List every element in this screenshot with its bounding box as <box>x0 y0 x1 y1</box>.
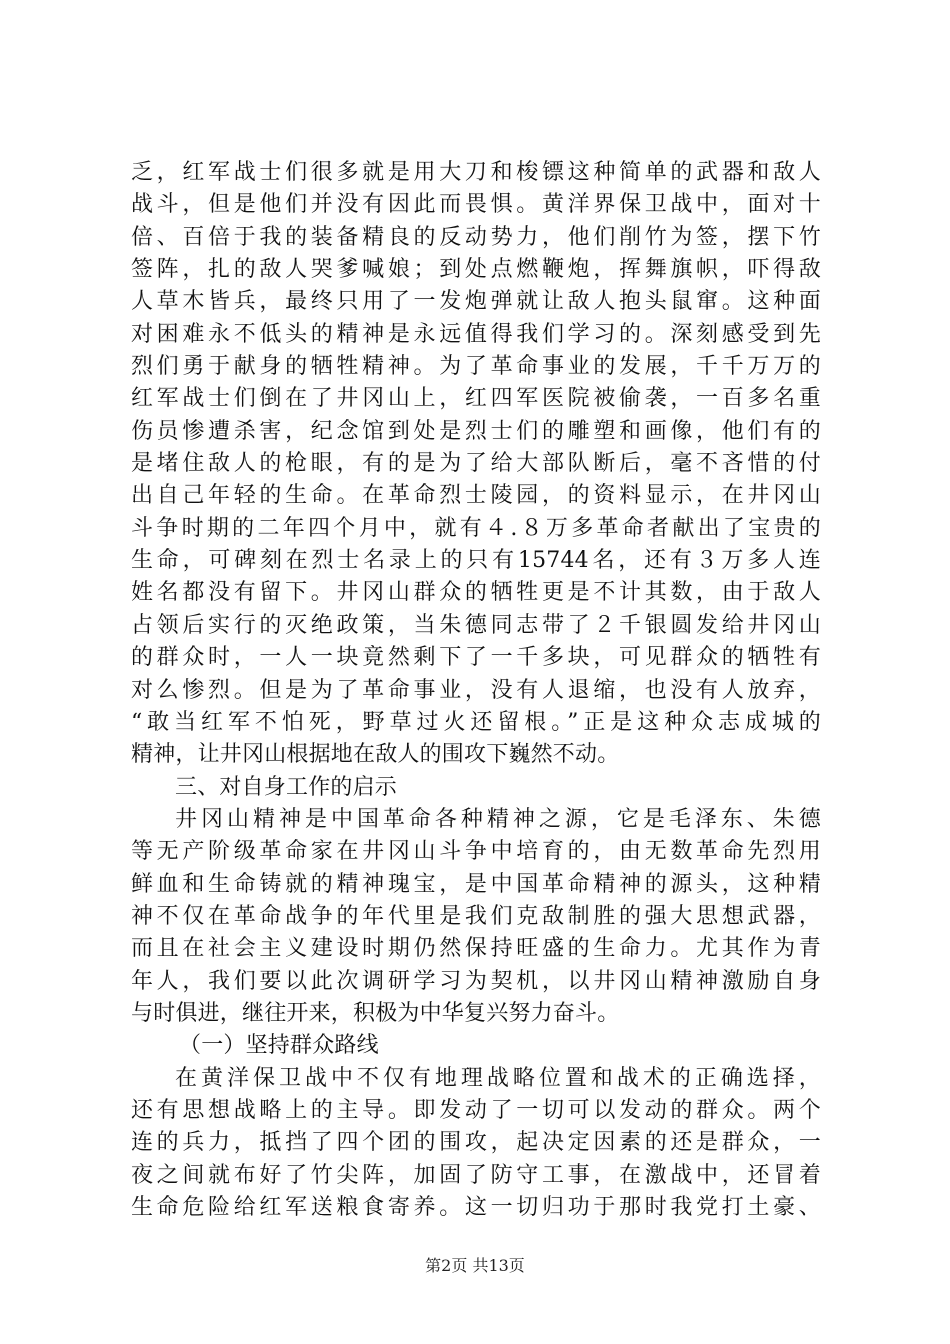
text-line: 鲜血和生命铸就的精神瑰宝，是中国革命精神的源头，这种精 <box>131 871 821 897</box>
text-line: 人草木皆兵，最终只用了一发炮弹就让敌人抱头鼠窜。这种面 <box>131 289 821 315</box>
text-line: 等无产阶级革命家在井冈山斗争中培育的，由无数革命先烈用 <box>131 839 821 865</box>
text-line: 与时俱进，继往开来，积极为中华复兴努力奋斗。 <box>131 1000 620 1026</box>
text-line: 占领后实行的灭绝政策，当朱德同志带了２千银圆发给井冈山 <box>131 612 821 638</box>
text-line: 神不仅在革命战争的年代里是我们克敌制胜的强大思想武器， <box>131 903 821 929</box>
document-body <box>131 157 821 1224</box>
text-line: 连的兵力，抵挡了四个团的围攻，起决定因素的还是群众，一 <box>131 1130 821 1156</box>
text-line: 乏，红军战士们很多就是用大刀和梭镖这种简单的武器和敌人 <box>131 160 821 185</box>
text-line: 烈们勇于献身的牺牲精神。为了革命事业的发展，千千万万的 <box>131 354 821 380</box>
text-line: 伤员惨遭杀害，纪念馆到处是烈士们的雕塑和画像，他们有的 <box>131 418 821 444</box>
text-line: 对么惨烈。但是为了革命事业，没有人退缩，也没有人放弃， <box>131 677 821 703</box>
page-number-label: 第2页 共13页 <box>425 1256 525 1275</box>
text-line: 在黄洋保卫战中不仅有地理战略位置和战术的正确选择， <box>175 1065 821 1091</box>
section-heading: 三、对自身工作的启示 <box>175 774 398 800</box>
subsection-heading: （一）坚持群众路线 <box>179 1033 379 1059</box>
text-line: 出自己年轻的生命。在革命烈士陵园，的资料显示，在井冈山 <box>131 483 821 509</box>
text-line: “敢当红军不怕死，野草过火还留根。”正是这种众志成城的 <box>131 709 821 735</box>
text-line: 战斗，但是他们并没有因此而畏惧。黄洋界保卫战中，面对十 <box>131 192 821 218</box>
text-line: 签阵，扎的敌人哭爹喊娘；到处点燃鞭炮，挥舞旗帜，吓得敌 <box>131 257 821 283</box>
text-line: 生命，可碑刻在烈士名录上的只有15744名，还有３万多人连 <box>131 548 821 574</box>
text-line: 姓名都没有留下。井冈山群众的牺牲更是不计其数，由于敌人 <box>131 580 821 606</box>
text-line: 井冈山精神是中国革命各种精神之源，它是毛泽东、朱德 <box>175 806 821 832</box>
text-line: 是堵住敌人的枪眼，有的是为了给大部队断后，毫不吝惜的付 <box>131 451 821 477</box>
text-line: 生命危险给红军送粮食寄养。这一切归功于那时我党打土豪、 <box>131 1195 821 1220</box>
text-line: 而且在社会主义建设时期仍然保持旺盛的生命力。尤其作为青 <box>131 936 821 962</box>
text-line: 年人，我们要以此次调研学习为契机，以井冈山精神激励自身 <box>131 968 821 994</box>
page-footer <box>0 1256 950 1276</box>
text-line: 精神，让井冈山根据地在敌人的围攻下巍然不动。 <box>131 742 620 768</box>
text-line: 还有思想战略上的主导。即发动了一切可以发动的群众。两个 <box>131 1097 821 1123</box>
text-line: 夜之间就布好了竹尖阵，加固了防守工事，在激战中，还冒着 <box>131 1162 821 1188</box>
text-line: 红军战士们倒在了井冈山上，红四军医院被偷袭，一百多名重 <box>131 386 821 412</box>
text-line: 的群众时，一人一块竟然剩下了一千多块，可见群众的牺牲有 <box>131 645 821 671</box>
text-line: 对困难永不低头的精神是永远值得我们学习的。深刻感受到先 <box>131 321 821 347</box>
text-line: 斗争时期的二年四个月中，就有４.８万多革命者献出了宝贵的 <box>131 515 821 541</box>
text-line: 倍、百倍于我的装备精良的反动势力，他们削竹为签，摆下竹 <box>131 224 821 250</box>
